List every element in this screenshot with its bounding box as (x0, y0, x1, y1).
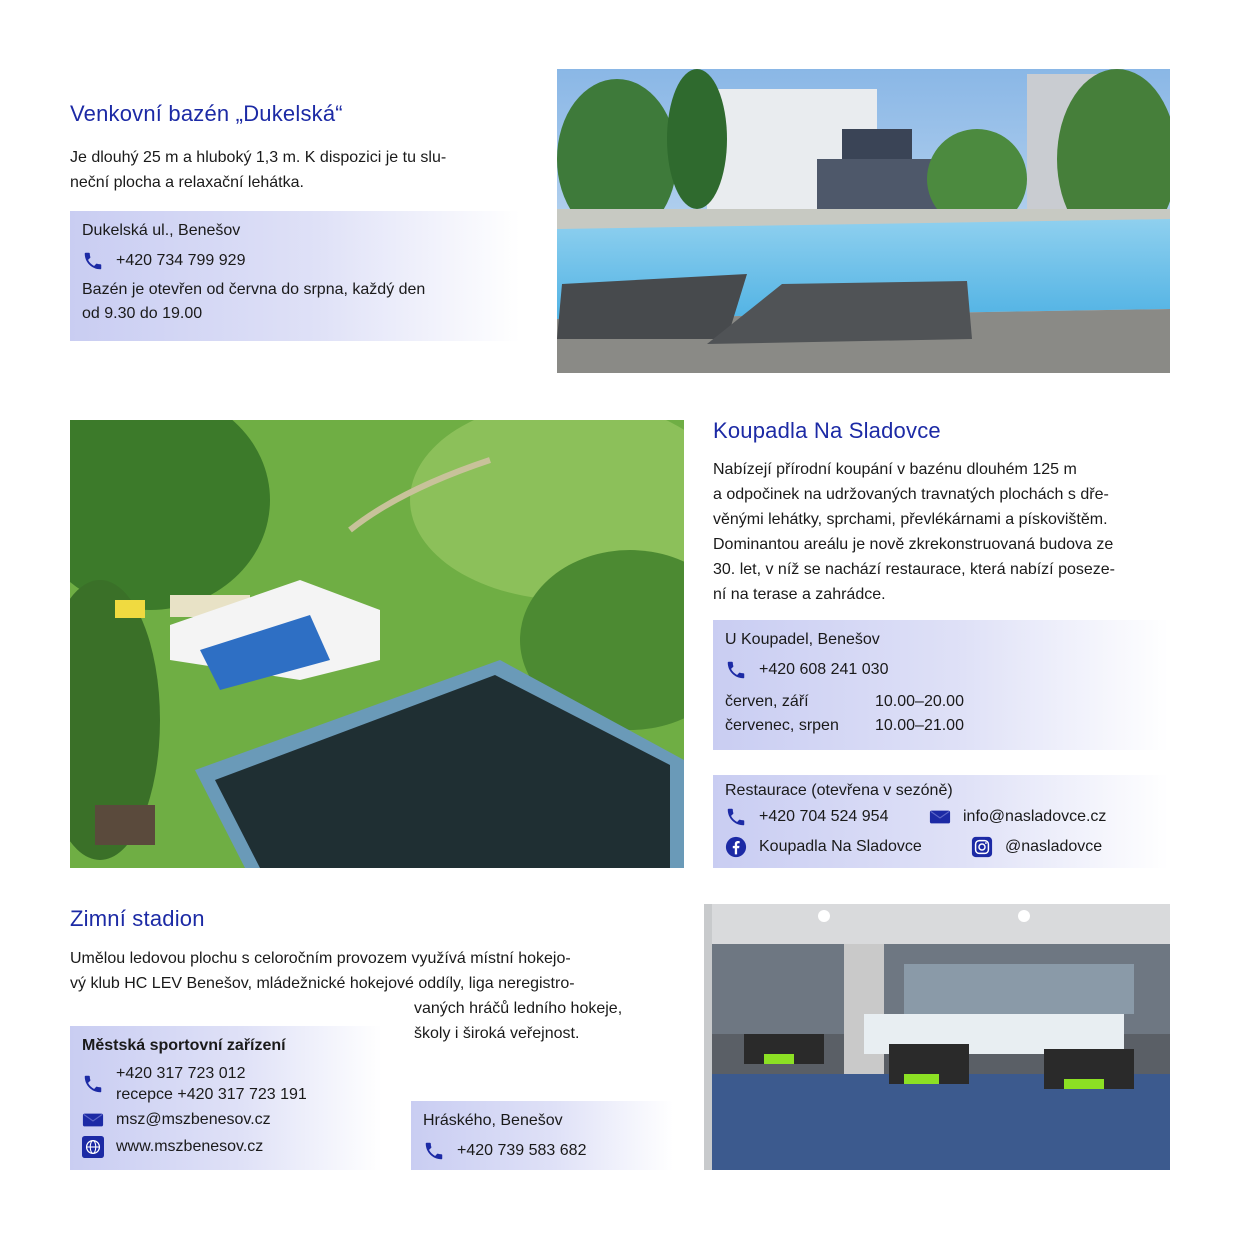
dukelska-hours-line: Bazén je otevřen od června do srpna, každý den (82, 281, 426, 298)
restaurant-email[interactable]: info@nasladovce.cz (963, 808, 1107, 825)
phone-icon (725, 659, 747, 681)
sladovce-text-line: a odpočinek na udržovaných travnatých plochách s dře- (713, 486, 1109, 503)
hours-period: červenec, srpen (725, 717, 839, 734)
sladovce-phone[interactable]: +420 608 241 030 (759, 661, 889, 678)
hraskeho-info-box (411, 1101, 673, 1170)
restaurant-phone[interactable]: +420 704 524 954 (759, 808, 889, 825)
dukelska-hours (82, 278, 508, 326)
sladovce-address: U Koupadel, Benešov (725, 631, 880, 648)
hraskeho-phone[interactable]: +420 739 583 682 (457, 1142, 587, 1159)
instagram-icon (971, 836, 993, 858)
msz-email[interactable]: msz@mszbenesov.cz (116, 1111, 271, 1128)
sladovce-hours-row (725, 714, 1157, 738)
msz-phone-recepce[interactable]: recepce +420 317 723 191 (116, 1086, 307, 1103)
sladovce-text-line: Dominantou areálu je nově zkrekonstruovaná budova ze (713, 536, 1114, 553)
email-icon (82, 1109, 104, 1131)
photo-ice-stadium (704, 904, 1170, 1170)
dukelska-phone[interactable]: +420 734 799 929 (116, 252, 246, 269)
phone-icon (725, 806, 747, 828)
stadion-text-line: Umělou ledovou plochu s celoročním provozem využívá místní hokejo- (70, 950, 571, 967)
stadion-text-line: vý klub HC LEV Benešov, mládežnické hokejové oddíly, liga neregistro- (70, 975, 575, 992)
dukelska-text-line: Je dlouhý 25 m a hluboký 1,3 m. K dispozici je tu slu- (70, 149, 447, 166)
dukelska-description (70, 145, 520, 195)
sladovce-info-box (713, 620, 1169, 750)
dukelska-info-box (70, 211, 520, 341)
sladovce-text-line: Nabízejí přírodní koupání v bazénu dlouhém 125 m (713, 461, 1077, 478)
stadion-text-line: vaných hráčů ledního hokeje, (414, 1000, 623, 1017)
msz-web[interactable]: www.mszbenesov.cz (116, 1138, 264, 1155)
msz-phone[interactable]: +420 317 723 012 (116, 1065, 246, 1082)
sladovce-hours-row (725, 690, 1157, 714)
photo-natural-pool-aerial (70, 420, 684, 868)
globe-icon (82, 1136, 104, 1158)
msz-info-box (70, 1026, 382, 1170)
instagram-link[interactable]: @nasladovce (1005, 838, 1103, 855)
restaurant-info-box (713, 775, 1169, 868)
dukelska-title: Venkovní bazén „Dukelská“ (70, 101, 343, 126)
sladovce-description (713, 457, 1169, 607)
dukelska-hours-line: od 9.30 do 19.00 (82, 305, 203, 322)
stadion-description-top (70, 946, 673, 996)
hours-time: 10.00–20.00 (875, 693, 964, 710)
hours-time: 10.00–21.00 (875, 717, 964, 734)
phone-icon (82, 1073, 104, 1095)
stadion-title: Zimní stadion (70, 906, 205, 931)
hraskeho-address: Hráského, Benešov (423, 1112, 563, 1129)
photo-outdoor-pool (557, 69, 1170, 373)
sladovce-hours-table (725, 690, 1157, 738)
dukelska-address: Dukelská ul., Benešov (82, 222, 241, 239)
stadion-text-line: školy i široká veřejnost. (414, 1025, 580, 1042)
restaurant-label: Restaurace (otevřena v sezóně) (725, 782, 953, 799)
facebook-icon (725, 836, 747, 858)
facebook-link[interactable]: Koupadla Na Sladovce (759, 838, 922, 855)
sladovce-text-line: ní na terase a zahrádce. (713, 586, 886, 603)
phone-icon (423, 1140, 445, 1162)
sladovce-text-line: 30. let, v níž se nachází restaurace, která nabízí poseze- (713, 561, 1115, 578)
phone-icon (82, 250, 104, 272)
sladovce-title: Koupadla Na Sladovce (713, 418, 941, 443)
email-icon (929, 806, 951, 828)
hours-period: červen, září (725, 693, 809, 710)
sladovce-text-line: věnými lehátky, sprchami, převlékárnami a pískovištěm. (713, 511, 1108, 528)
stadion-description-bottom (414, 996, 673, 1046)
dukelska-text-line: neční plocha a relaxační lehátka. (70, 174, 304, 191)
msz-org-name: Městská sportovní zařízení (82, 1037, 286, 1054)
